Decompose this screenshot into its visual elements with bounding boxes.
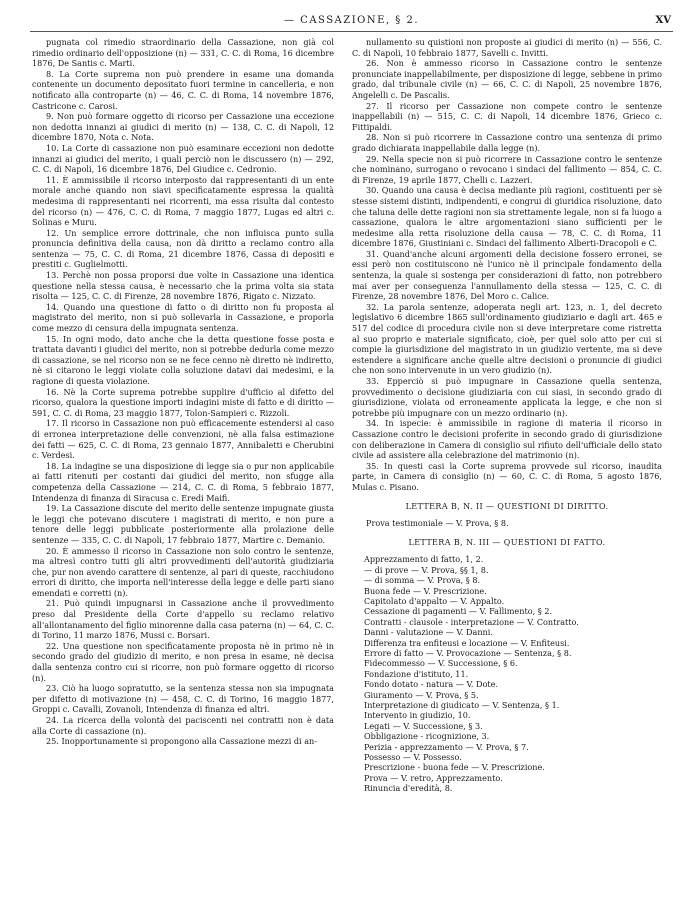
index-entry: Legati — V. Successione, § 3. [364, 720, 483, 731]
paragraph: 27. Il ricorso per Cassazione non compete contro le sentenze inappellabili (n) — 515, C. C. di Napoli, 14 dicembre 1876, Grieco c. Fittipaldi. [352, 100, 662, 132]
paragraph: 17. Il ricorso in Cassazione non può efficacemente estendersi al caso di erronea interpretazione delle convenzioni, nè alla falsa estimazione dei fatti — 625, C. C. di Roma, 23 gennaio 1877, Annibaletti e Cherubini c. Verdesi. [32, 418, 334, 461]
index-entry: Prova — V. retro, Apprezzamento. [364, 772, 503, 783]
paragraph: 14. Quando una questione di fatto o di diritto non fu proposta al magistrato del merito, non si può sollevarla in Cassazione, e proporla come mezzo di censura della impugnata sentenza. [32, 301, 334, 334]
paragraph: 21. Può quindi impugnarsi in Cassazione anche il provvedimento preso dal Presidente della Corte d'appello su reclamo relativo all'allontanamento del figlio minorenne dalla casa paterna (n) — 64, C. C. di Torino, 11 marzo 1876, Mussi c. Borsari. [32, 598, 334, 641]
index-entry: Cessazione di pagamenti — V. Fallimento, § 2. [364, 606, 553, 617]
paragraph: 35. In questi casi la Corte suprema provvede sul ricorso, inaudita parte, in Camera di consiglio (n) — 60, C. C. di Roma, 5 agosto 1876, Mulas c. Pisano. [352, 460, 662, 492]
paragraph: 13. Perchè non possa proporsi due volte in Cassazione una identica questione nella stessa causa, è necessario che la prima volta sia stata risolta — 125, C. C. di Firenze, 28 novembre 1876, Rigato c. Nizzato. [32, 270, 334, 302]
index-entry: Fondazione d'istituto, 11. [364, 668, 469, 679]
paragraph: 19. La Cassazione discute del merito delle sentenze impugnate giusta le leggi che potevano discutere i magistrati di merito, e non pure a tenore delle leggi pubblicate posteriormente alla prolazione delle sentenze — 335, C. C. di Napoli, 17 febbraio 1877, Martire c. Demanio. [32, 503, 334, 545]
paragraph: 34. In ispecie: è ammissibile in ragione di materia il ricorso in Cassazione contro le decisioni proferite in secondo grado di giurisdizione con deliberazione in Camera di consiglio sul rifiuto dell'ufficiale dello stato civile ad assistere alla celebrazione del matrimonio (n). [352, 418, 662, 461]
index-entry: Errore di fatto — V. Provocazione — Sentenza, § 8. [364, 647, 572, 658]
paragraph: 33. Epperciò si può impugnare in Cassazione quella sentenza, provvedimento o decisione giudiziaria con cui siasi, in secondo grado di giurisdizione, violata od erroneamente applicata la legge, e che non si potrebbe più impugnare con un mezzo ordinario (n). [352, 376, 662, 418]
paragraph: 10. La Corte di cassazione non può esaminare eccezioni non dedotte innanzi ai giudici del merito, i quali perciò non le discussero (n) — 292, C. C. di Napoli, 16 dicembre 1876, Del Giudice c. Cedronio. [32, 142, 334, 175]
section-heading-questioni-fatto: LETTERA B, N. III — QUESTIONI DI FATTO. [408, 537, 606, 547]
paragraph: 20. È ammesso il ricorso in Cassazione non solo contro le sentenze, ma altresì contro tutti gli altri provvedimenti dell'autorità giudiziaria che, pur non avendo carattere di sentenze, al pari di queste, racchiudono errori di diritto, che importa nell'interesse della legge e delle parti siano emendati e corretti (n). [32, 545, 334, 598]
paragraph: 32. La parola sentenze, adoperata negli art. 123, n. 1, del decreto legislativo 6 dicembre 1865 sull'ordinamento giudiziario e dagli art. 465 e 517 del codice di procedura civile non si deve interpretare come ristretta al suo proprio e materiale significato, cioè, per quel solo atto per cui si compie la giurisdizione del magistrato in un giudizio vertente, ma si deve estendere a significare anche quelle altre decisioni o pronuncie di giudici che non sono intervenute in un vero giudizio (n). [352, 301, 662, 376]
index-entry: Rinuncia d'eredità, 8. [364, 783, 453, 794]
index-entry: Danni - valutazione — V. Danni. [364, 627, 493, 638]
index-entry: Interpretazione di giudicato — V. Sentenza, § 1. [364, 700, 560, 710]
index-entries [352, 554, 662, 793]
paragraph: 30. Quando una causa è decisa mediante più ragioni, costituenti per sè stesse sistemi distinti, indipendenti, e congrui di giuridica risoluzione, dato che taluna delle dette ragioni non sia strettamente legale, non si fa luogo a cassazione, qualora le altre argomentazioni siano sufficienti per le medesime alla retta risoluzione della causa — 78, C. C. di Roma, 11 dicembre 1876, Giustiniani c. Sindaci del fallimento Alberti-Dracopoli e C. [352, 185, 662, 249]
paragraph: 18. La indagine se una disposizione di legge sia o pur non applicabile ai fatti ritenuti per costanti dai giudici del merito, non sfugge alla competenza della Cassazione — 214, C. C. di Roma, 5 febbraio 1877, Intendenza di finanza di Siracusa c. Eredi Maifi. [32, 460, 334, 503]
paragraph: 16. Nè la Corte suprema potrebbe supplire d'ufficio al difetto del ricorso, qualora la questione importi indagini miste di fatto e di diritto — 591, C. C. di Roma, 23 maggio 1877, Tolon-Sampieri c. Rizzoli. [32, 386, 334, 418]
index-entry: Giuramento — V. Prova, § 5. [364, 689, 479, 700]
paragraph: 8. La Corte suprema non può prendere in esame una domanda contenente un documento depositato fuori termine in cancelleria, e non notificato alla controparte (n) — 46, C. C. di Roma, 14 novembre 1876, Castricone c. Carosi. [32, 68, 334, 111]
paragraph: 12. Un semplice errore dottrinale, che non influisca punto sulla pronuncia definitiva della causa, non dà diritto a reclamo contro alla sentenza — 75, C. C. di Roma, 21 dicembre 1876, Cassa di depositi e prestiti c. Guglielmotti. [32, 227, 334, 270]
paragraph: 15. In ogni modo, dato anche che la detta questione fosse posta e trattata davanti i giudici del merito, non si potrebbe dedurla come mezzo di cassazione, se nel ricorso non se ne fece cenno nè diretto nè indiretto, nè si citarono le leggi violate colla soluzione datavi dai medesimi, e la ragione di questa violazione. [32, 333, 334, 386]
running-title: — CASSAZIONE, § 2. [283, 15, 420, 26]
index-entry: — di prove — V. Prova, §§ 1, 8. [364, 564, 489, 575]
paragraph: 22. Una questione non specificatamente proposta nè in primo nè in secondo grado del giudizio di merito, e non presa in esame, nè decisa dalla sentenza contro cui si ricorre, non può formare oggetto di ricorso (n). [32, 640, 334, 683]
index-entry: Buona fede — V. Prescrizione. [364, 585, 487, 596]
index-entry: Fondo dotato - natura — V. Dote. [364, 679, 499, 690]
section-heading-questioni-diritto: LETTERA B, N. II — QUESTIONI DI DIRITTO. [405, 501, 609, 511]
index-entry: Prova testimoniale — V. Prova, § 8. [366, 518, 509, 529]
index-entry: Perizia - apprezzamento — V. Prova, § 7. [364, 741, 529, 752]
index-entry: Differenza tra enfiteusi e locazione — V. Enfiteusi. [364, 637, 570, 648]
paragraph: 24. La ricerca della volontà dei paciscenti nei contratti non è data alla Corte di cassazione (n). [32, 715, 334, 736]
paragraph: 25. Inopportunamente si propongono alla Cassazione mezzi di an- [46, 736, 317, 747]
index-entry: — di somma — V. Prova, § 8. [364, 575, 481, 586]
paragraph: 9. Non può formare oggetto di ricorso per Cassazione una eccezione non dedotta innanzi ai giudici di merito (n) — 138, C. C. di Napoli, 12 dicembre 1870, Nota c. Nota. [32, 111, 334, 143]
paragraph: 26. Non è ammesso ricorso in Cassazione contro le sentenze pronunciate inappellabilmente, per disposizione di legge, sebbene in primo grado, dal tribunale civile (n) — 66, C. C. di Napoli, 25 novembre 1876, Angelelli c. De Pascalis. [352, 58, 662, 100]
right-column [352, 37, 662, 794]
paragraph: 31. Quand'anche alcuni argomenti della decisione fossero erronei, se essi però non costituiscono nè l'unico nè il principale fondamento della sentenza, la quale si sostenga per considerazioni di fatto, non potrebbero mai aver per conseguenza l'annullamento della stessa — 125, C. C. di Firenze, 28 novembre 1876, Del Moro c. Calice. [352, 248, 662, 302]
index-entry: Contratti - clausole - interpretazione — V. Contratto. [364, 616, 579, 627]
index-entry: Capitolato d'appalto — V. Appalto. [364, 595, 505, 606]
index-entry: Prescrizione - buona fede — V. Prescrizione. [364, 762, 545, 773]
index-entry: Fidecommesso — V. Successione, § 6. [364, 658, 518, 669]
index-entry: Obbligazione - ricognizione, 3. [364, 731, 490, 742]
index-entry: Apprezzamento di fatto, 1, 2. [364, 554, 484, 565]
page-number: XV [655, 15, 671, 26]
index-entry: Possesso — V. Possesso. [364, 752, 462, 763]
index-entry: Intervento in giudizio, 10. [364, 710, 471, 721]
paragraph: 28. Non si può ricorrere in Cassazione contro una sentenza di primo grado dichiarata inappellabile dalla legge (n). [352, 132, 662, 153]
paragraph: pugnata col rimedio straordinario della Cassazione, non già col rimedio ordinario dell'opposizione (n) — 331, C. C. di Roma, 16 dicembre 1876, De Santis c. Marti. [32, 37, 334, 69]
left-column [32, 37, 334, 747]
paragraph: nullamento su quistioni non proposte ai giudici di merito (n) — 556, C. C. di Napoli, 10 febbraio 1877, Savelli c. Invitti. [352, 37, 662, 58]
paragraph: 23. Ciò ha luogo sopratutto, se la sentenza stessa non sia impugnata per difetto di motivazione (n) — 458, C. C. di Torino, 16 maggio 1877, Groppi c. Cavalli, Zovanoli, Intendenza di finanza ed altri. [32, 683, 334, 715]
paragraph: 29. Nella specie non si può ricorrere in Cassazione contro le sentenze che nominano, surrogano o revocano i sindaci del fallimento — 854, C. C. di Firenze, 19 aprile 1877, Chelli c. Lazzeri. [352, 153, 662, 185]
paragraph: 11. È ammissibile il ricorso interposto dai rappresentanti di un ente morale anche quando non siavi specificatamente espressa la qualità medesima di rappresentanti nei ricorrenti, ma essa risulta dal contesto del ricorso (n) — 476, C. C. di Roma, 7 maggio 1877, Lugas ed altri c. Solinas e Muru. [32, 174, 334, 228]
page-header [30, 13, 673, 32]
